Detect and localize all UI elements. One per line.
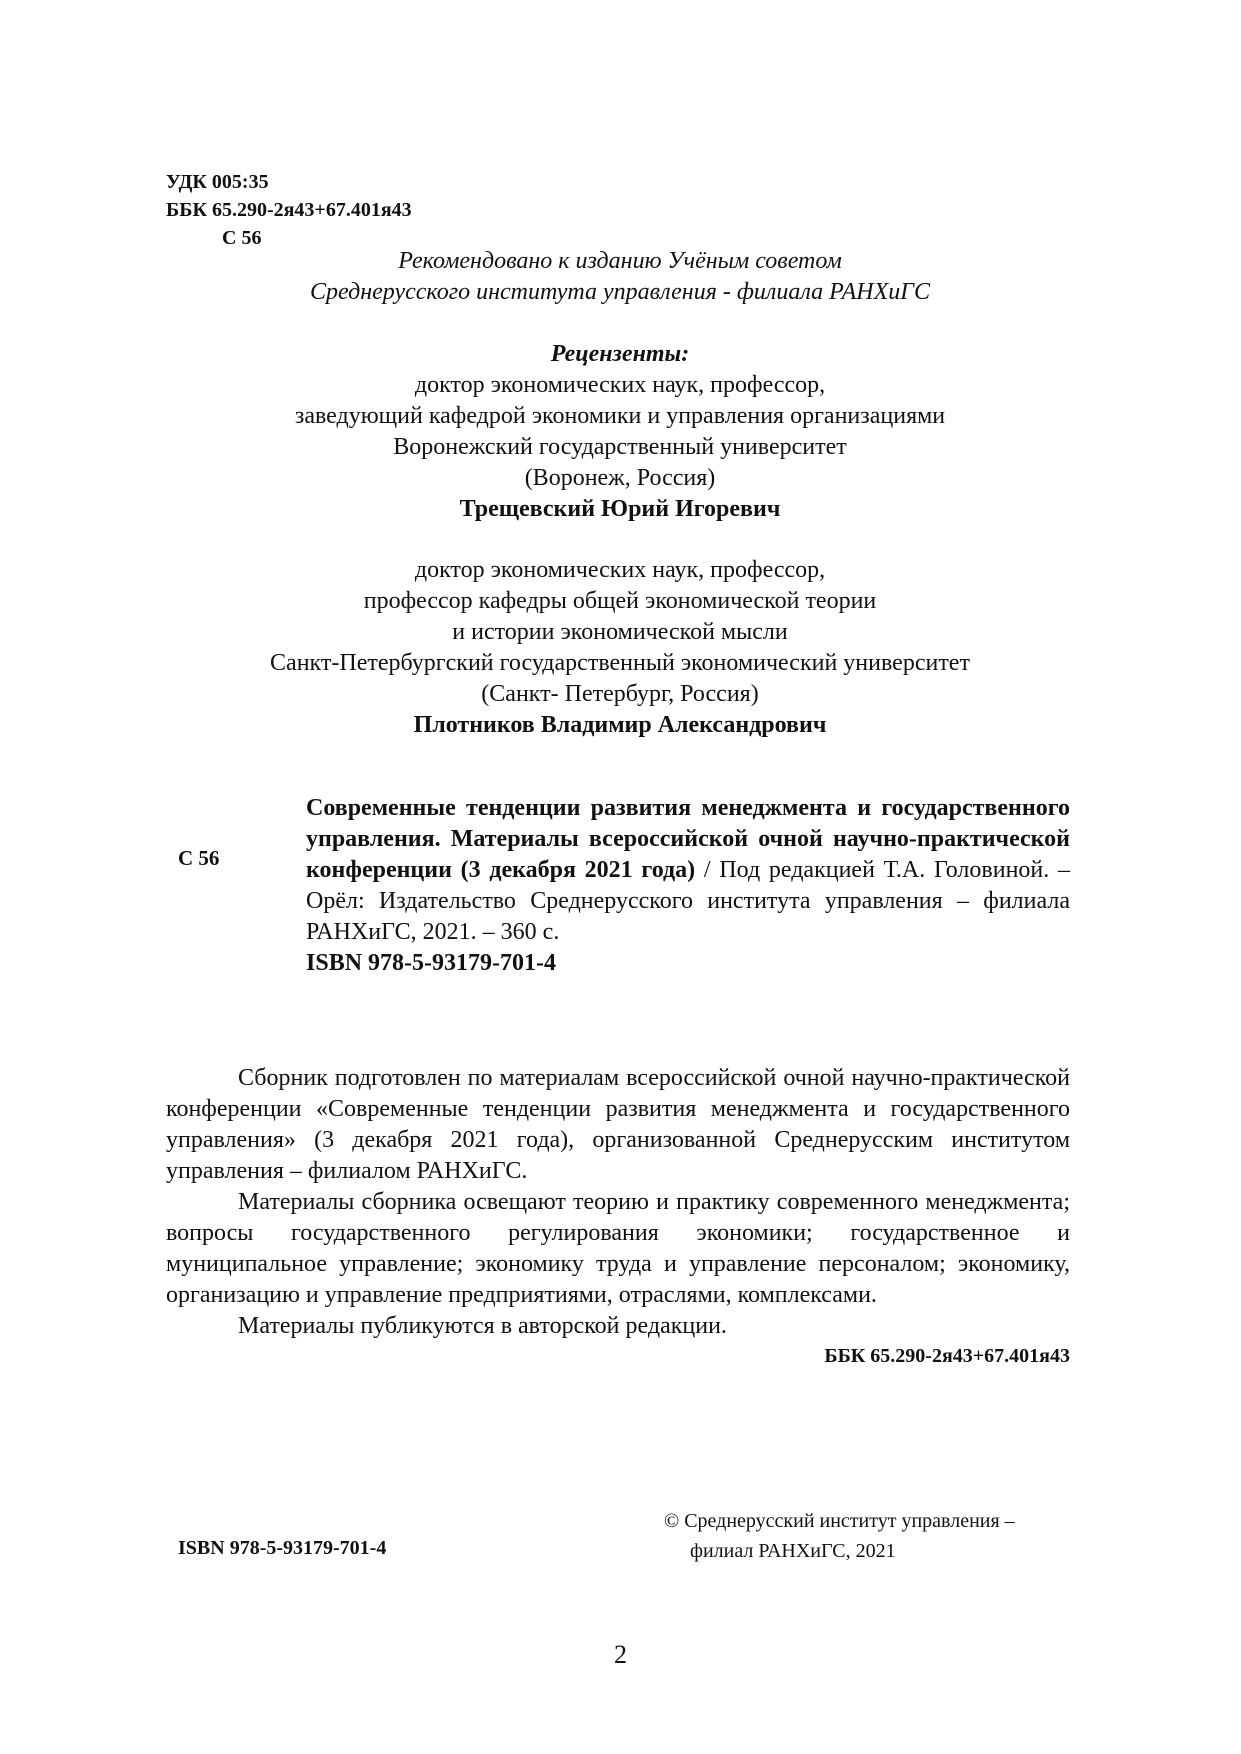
recommendation-line-1: Рекомендовано к изданию Учёным советом: [398, 248, 842, 274]
reviewer-2-line: доктор экономических наук, профессор,: [414, 557, 826, 583]
reviewer-1-line: доктор экономических наук, профессор,: [414, 372, 826, 398]
reviewer-1-line: Воронежский государственный университет: [393, 434, 847, 460]
reviewer-2-line: (Санкт- Петербург, Россия): [481, 681, 759, 707]
reviewer-1-line: (Воронеж, Россия): [524, 465, 716, 491]
isbn-record: ISBN 978-5-93179-701-4: [306, 950, 556, 976]
annotation-paragraph-3: Материалы публикуются в авторской редакции.: [238, 1313, 727, 1339]
book-title: Современные тенденции развития менеджмента и государственного управления. Материалы всероссийской очной научно-практической конференции (3 декабря 2021 года): [306, 795, 1070, 883]
page-number: 2: [614, 1640, 627, 1669]
reviewer-2-line: и истории экономической мысли: [452, 619, 788, 645]
recommendation-note: [160, 246, 1080, 308]
reviewers-block: [160, 339, 1080, 741]
spacer: [160, 525, 1080, 555]
annotation-bbk: ББК 65.290-2я43+67.401я43: [824, 1345, 1070, 1367]
copyright-notice: [664, 1506, 1015, 1566]
reviewer-2-line: Санкт-Петербургский государственный экономический университет: [270, 650, 970, 676]
reviewer-2-line: профессор кафедры общей экономической теории: [363, 588, 877, 614]
annotation-paragraph-1: Сборник подготовлен по материалам всероссийской очной научно-практической конференции «Современные тенденции развития менеджмента и государственного управления» (3 декабря 2021 года), организованной Среднерусским институтом управления – филиалом РАНХиГС.: [166, 1065, 1070, 1184]
publication-details: / Под редакцией Т.А. Головиной. – Орёл: Издательство Среднерусского института управления – филиала РАНХиГС, 2021. – 360 с.: [306, 857, 1071, 945]
annotation-paragraph-2: Материалы сборника освещают теорию и практику современного менеджмента; вопросы государственного регулирования экономики; государственное и муниципальное управление; экономику труда и управление персоналом; экономику, организацию и управление предприятиями, отраслями, комплексами.: [166, 1189, 1070, 1308]
author-mark: С 56: [222, 227, 262, 249]
reviewer-2-name: Плотников Владимир Александрович: [413, 712, 827, 738]
recommendation-line-2: Среднерусского института управления - филиала РАНХиГС: [310, 279, 930, 305]
reviewers-heading: Рецензенты:: [550, 341, 690, 367]
udk-code: УДК 005:35: [166, 171, 269, 193]
reviewer-1-line: заведующий кафедрой экономики и управления организациями: [294, 403, 946, 429]
bibliographic-description: [306, 793, 1070, 948]
bibliography-author-mark: С 56: [178, 846, 220, 870]
bibliographic-record: [306, 793, 1070, 979]
footer-isbn: ISBN 978-5-93179-701-4: [178, 1537, 387, 1559]
copyright-line-1: © Среднерусский институт управления –: [664, 1510, 1015, 1532]
reviewer-1-name: Трещевский Юрий Игоревич: [459, 496, 781, 522]
annotation-block: [166, 1063, 1070, 1370]
classification-block: [166, 168, 412, 252]
bbk-code: ББК 65.290-2я43+67.401я43: [166, 199, 412, 221]
copyright-line-2: филиал РАНХиГС, 2021: [690, 1540, 896, 1562]
